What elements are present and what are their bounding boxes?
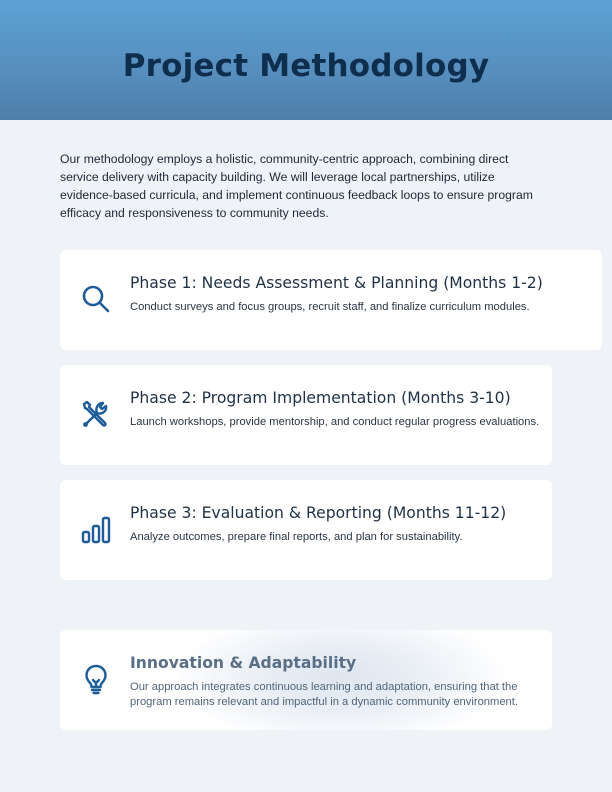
page-title: Project Methodology [122,48,490,84]
page-header [0,0,612,120]
innovation-description: Our approach integrates continuous learning and adaptation, ensuring that the program remains relevant and impactful in a dynamic community environment. [130,681,519,708]
tools-icon [80,398,112,430]
phase-3-card [60,480,552,580]
lightbulb-icon [80,663,112,695]
magnifier-icon [80,283,112,315]
innovation-card [60,630,552,730]
phase-3-description: Analyze outcomes, prepare final reports, and plan for sustainability. [130,531,463,543]
phase-2-card [60,365,552,465]
phase-2-description: Launch workshops, provide mentorship, and conduct regular progress evaluations. [130,416,540,428]
phase-3-title: Phase 3: Evaluation & Reporting (Months 11-12) [130,504,507,522]
phase-2-title: Phase 2: Program Implementation (Months 3-10) [130,389,511,407]
innovation-title: Innovation & Adaptability [130,654,357,672]
intro-paragraph: Our methodology employs a holistic, community-centric approach, combining direct service delivery with capacity building. We will leverage local partnerships, utilize evidence-based curricula, and implement continuous feedback loops to ensure program efficacy and responsiveness to community needs. [60,152,533,220]
bar-chart-icon [80,513,112,545]
phase-1-title: Phase 1: Needs Assessment & Planning (Months 1-2) [130,274,543,292]
phase-1-description: Conduct surveys and focus groups, recruit staff, and finalize curriculum modules. [130,301,530,313]
phase-1-card [60,250,602,350]
